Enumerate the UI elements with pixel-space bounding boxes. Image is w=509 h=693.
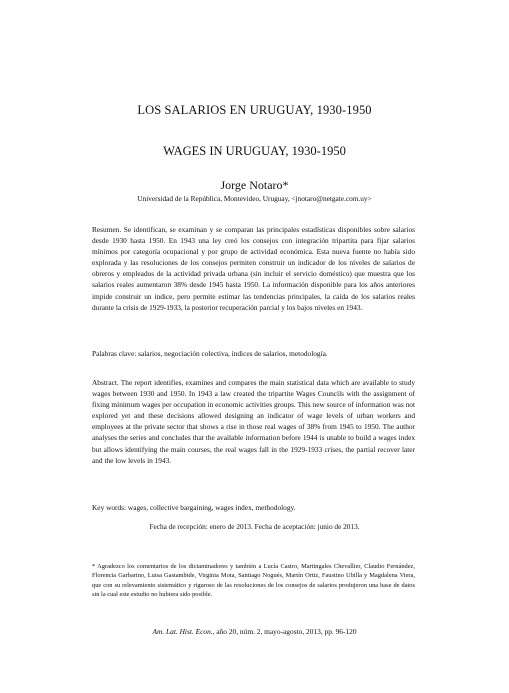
journal-citation <box>0 627 509 636</box>
key-words: Key words: wages, collective bargaining, wages index, methodology. <box>92 503 296 512</box>
title-english: WAGES IN URUGUAY, 1930-1950 <box>163 144 346 158</box>
acknowledgement-footnote: * Agradezco los comentarios de los dictaminadores y también a Lucía Castro, Martingales Chevallier, Claudio Fernández, Florencia Garbarino, Luisa Gastambide, Virginia Mota, Santiago Nogués, Martín Ortiz, Faustino Ubilla y Magdalena Viera, que con su relevamiento sistemático y riguroso de las resoluciones de los consejos de salarios produjeron una base de datos sin la cual este estudio no hubiera sido posible. <box>92 563 415 599</box>
reception-dates: Fecha de recepción: enero de 2013. Fecha de aceptación: junio de 2013. <box>149 522 360 531</box>
title-spanish: LOS SALARIOS EN URUGUAY, 1930-1950 <box>137 103 372 117</box>
citation-details: , año 20, núm. 2, mayo-agosto, 2013, pp. 96-120 <box>212 627 357 636</box>
author-name: Jorge Notaro* <box>220 178 289 192</box>
author-affiliation: Universidad de la República, Montevideo, Uruguay, <jnotaro@netgate.com.uy> <box>137 194 372 203</box>
journal-name: Am. Lat. Hist. Econ. <box>152 627 213 636</box>
palabras-clave: Palabras clave: salarios, negociación colectiva, índices de salarios, metodología. <box>92 349 328 358</box>
resumen-paragraph: Resumen. Se identifican, se examinan y se comparan las principales estadísticas disponibles sobre salarios desde 1930 hasta 1950. En 1943 una ley creó los consejos con integración tripartita para fijar salarios mínimos por categoría ocupacional y por grupo de actividad económica. Esta nueva fuente no había sido explorada y las resoluciones de los consejos permiten construir un indicador de los niveles de salarios de obreros y empleados de la actividad privada urbana (sin incluir el servicio doméstico) que muestra que los salarios reales aumentaron 38% desde 1945 hasta 1950. La información disponible para los años anteriores impide construir un índice, pero permite estimar las tendencias principales, la caída de los salarios reales durante la crisis de 1929-1933, la posterior recuperación parcial y los bajos niveles en 1943. <box>92 225 415 312</box>
abstract-paragraph: Abstract. The report identifies, examines and compares the main statistical data which are available to study wages between 1930 and 1950. In 1943 a law created the tripartite Wages Councils with the assignment of fixing minimum wages per occupation in economic activities groups. This new source of information was not explored yet and these decisions allowed designing an indicator of wage levels of urban workers and employees at the private sector that shows a rise in those real wages of 38% from 1945 to 1950. The author analyses the series and concludes that the available information before 1944 is unable to build a wages index but allows identifying the main courses, the real wages fall in the 1929-1933 crises, the partial recover later and the low levels in 1943. <box>92 378 415 465</box>
